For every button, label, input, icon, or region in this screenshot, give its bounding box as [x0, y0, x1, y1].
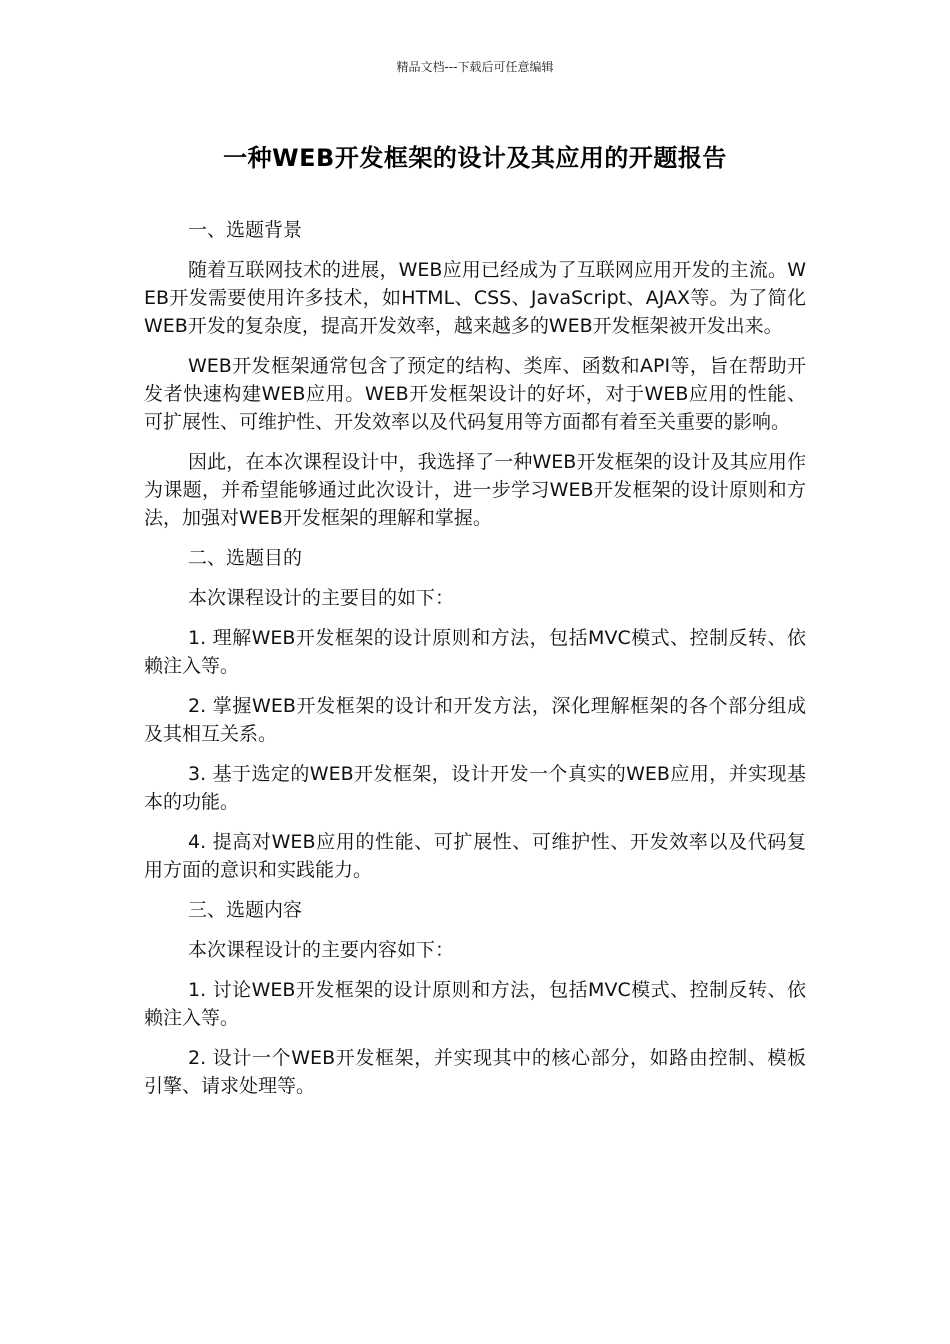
section-heading-content: 三、选题内容: [188, 899, 303, 921]
paragraph-background-3: 因此，在本次课程设计中，我选择了一种WEB开发框架的设计及其应用作为课题，并希望能够通过此次设计，进一步学习WEB开发框架的设计原则和方法，加强对WEB开发框架的理解和掌握。: [144, 451, 806, 529]
page-header-note: 精品文档---下载后可任意编辑: [396, 60, 554, 74]
document-title: 一种WEB开发框架的设计及其应用的开题报告: [223, 144, 727, 172]
paragraph-purpose-intro: 本次课程设计的主要目的如下：: [188, 587, 455, 609]
paragraph-background-1: 随着互联网技术的进展，WEB应用已经成为了互联网应用开发的主流。WEB开发需要使用许多技术，如HTML、CSS、JavaScript、AJAX等。为了简化WEB开发的复杂度，提高开发效率，越来越多的WEB开发框架被开发出来。: [144, 259, 806, 337]
list-item-content-2: 2. 设计一个WEB开发框架，并实现其中的核心部分，如路由控制、模板引擎、请求处理等。: [144, 1047, 806, 1097]
section-heading-background: 一、选题背景: [188, 219, 303, 241]
paragraph-background-2: WEB开发框架通常包含了预定的结构、类库、函数和API等，旨在帮助开发者快速构建WEB应用。WEB开发框架设计的好坏，对于WEB应用的性能、可扩展性、可维护性、开发效率以及代码复用等方面都有着至关重要的影响。: [144, 355, 806, 433]
list-item-purpose-1: 1. 理解WEB开发框架的设计原则和方法，包括MVC模式、控制反转、依赖注入等。: [144, 627, 806, 677]
list-item-content-1: 1. 讨论WEB开发框架的设计原则和方法，包括MVC模式、控制反转、依赖注入等。: [144, 979, 806, 1029]
section-heading-purpose: 二、选题目的: [188, 547, 303, 569]
list-item-purpose-2: 2. 掌握WEB开发框架的设计和开发方法，深化理解框架的各个部分组成及其相互关系。: [144, 695, 806, 745]
list-item-purpose-4: 4. 提高对WEB应用的性能、可扩展性、可维护性、开发效率以及代码复用方面的意识和实践能力。: [144, 831, 806, 881]
paragraph-content-intro: 本次课程设计的主要内容如下：: [188, 939, 455, 961]
document-body: [144, 216, 806, 1112]
list-item-purpose-3: 3. 基于选定的WEB开发框架，设计开发一个真实的WEB应用，并实现基本的功能。: [144, 763, 806, 813]
